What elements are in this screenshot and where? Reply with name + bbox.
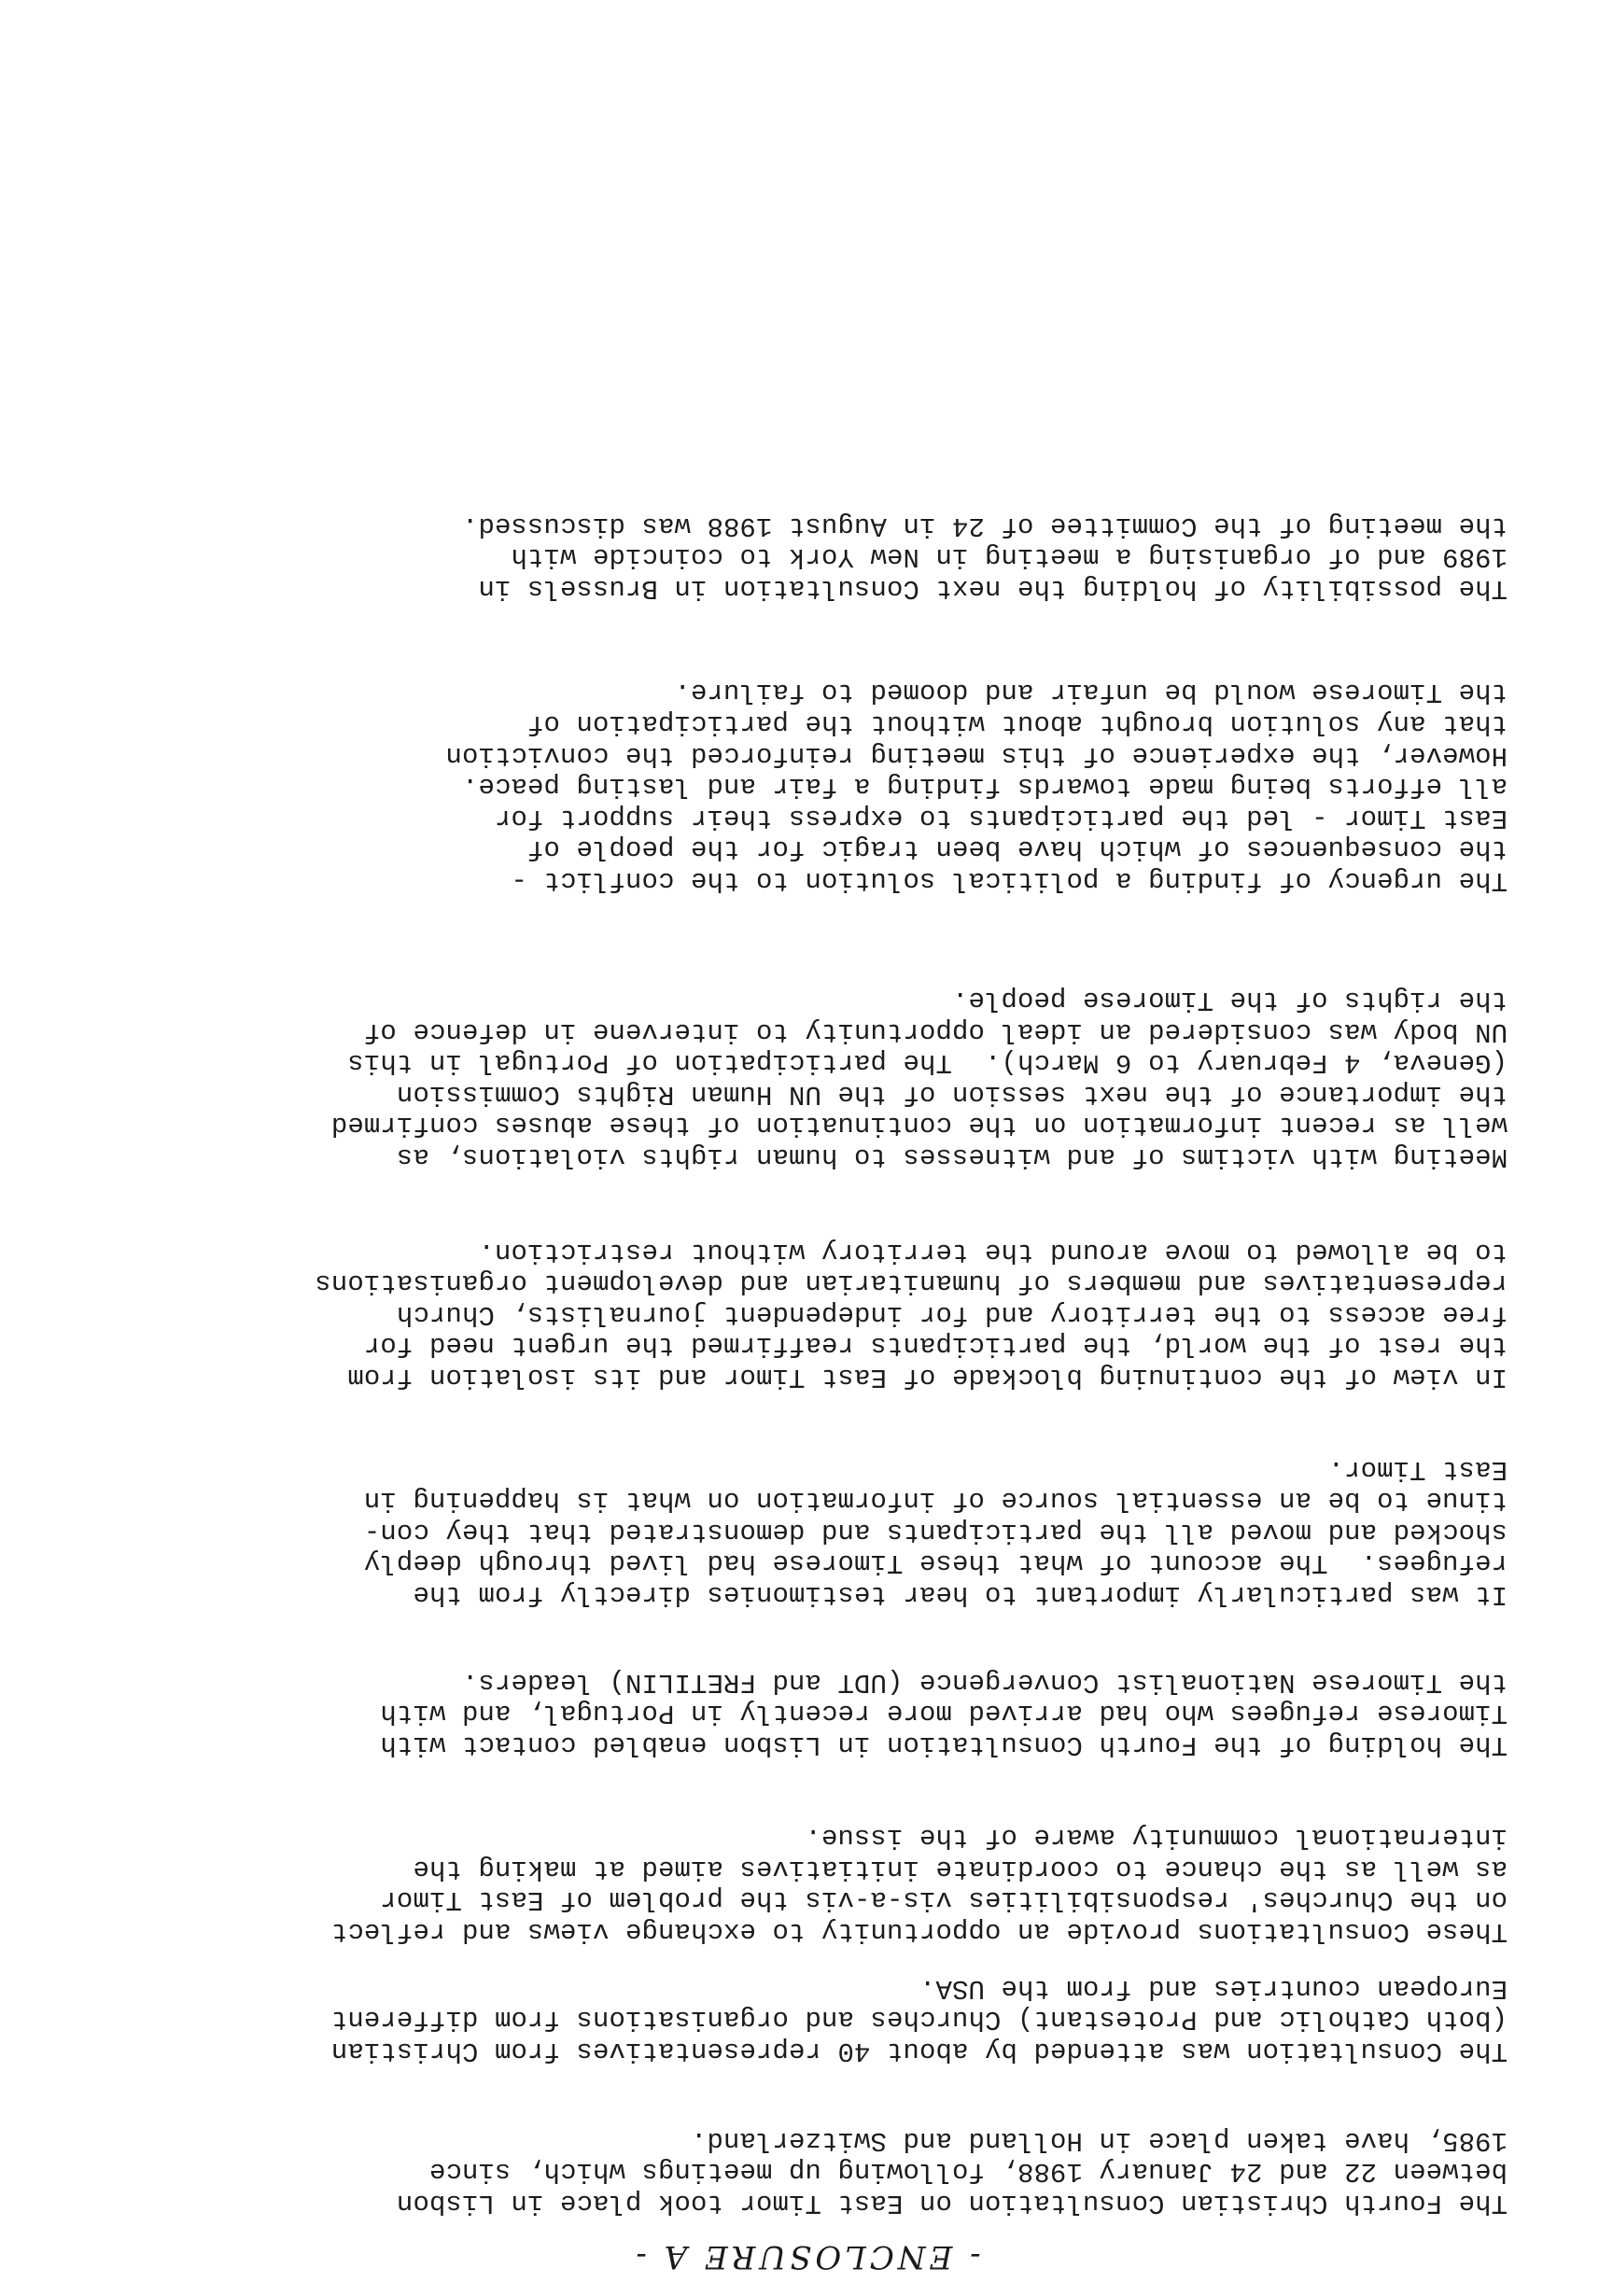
- paragraph-1-line: 1985, have taken place in Holland and Switzerland.: [690, 2124, 1508, 2156]
- paragraph-8-line: The urgency of finding a political solution to the conflict -: [511, 865, 1508, 896]
- paragraph-3-line: as well as the chance to coordinate initiatives aimed at making the: [413, 1853, 1508, 1884]
- paragraph-8-line: However, the experience of this meeting reinforced the conviction: [445, 739, 1508, 771]
- enclosure-heading: - ENCLOSURE A -: [632, 2238, 981, 2275]
- paragraph-1-line: between 22 and 24 January 1988, following up meetings which, since: [428, 2156, 1508, 2188]
- paragraph-9-line: 1989 and of organising a meeting in New York to coincide with: [511, 541, 1508, 573]
- paragraph-2-line: (both Catholic and Protestant) Churches and organisations from different: [330, 2004, 1508, 2036]
- paragraph-7-line: Meeting with victims of and witnesses to human rights violations, as: [396, 1141, 1508, 1172]
- paragraph-8-line: the consequences of which have been tragic for the people of: [526, 833, 1508, 865]
- paragraph-6-line: free access to the territory and for independent journalists, Church: [396, 1298, 1508, 1330]
- paragraph-8-line: all efforts being made towards finding a fair and lasting peace.: [461, 771, 1508, 803]
- paragraph-3-line: international community aware of the issue.: [805, 1822, 1508, 1854]
- paragraph-7-line: the importance of the next session of the UN Human Rights Commission: [396, 1078, 1508, 1110]
- paragraph-7-line: (Geneva, 4 February to 6 March). The participation of Portugal in this: [347, 1047, 1508, 1079]
- paragraph-4-line: Timorese refugees who had arrived more recently in Portugal, and with: [380, 1698, 1508, 1729]
- paragraph-8-line: that any solution brought about without the participation of: [526, 708, 1508, 739]
- paragraph-5-line: tinue to be an essential source of information on what is happening in: [363, 1485, 1508, 1517]
- paragraph-7-line: well as recent information on the continuation of these abuses confirmed: [330, 1110, 1508, 1141]
- paragraph-5-line: East Timor.: [1327, 1453, 1508, 1485]
- paragraph-9-line: The possibility of holding the next Consultation in Brussels in: [478, 573, 1508, 604]
- paragraph-3-line: These Consultations provide an opportunity to exchange views and reflect: [330, 1916, 1508, 1947]
- paragraph-2-line: European countries and from the USA.: [919, 1972, 1508, 2004]
- paragraph-4-line: the Timorese Nationalist Convergence (UDT and FRETILIN) leaders.: [461, 1666, 1508, 1698]
- paragraph-9-line: the meeting of the Committee of 24 in August 1988 was discussed.: [461, 510, 1508, 541]
- paragraph-2-line: The Consultation was attended by about 40 representatives from Christian: [330, 2036, 1508, 2066]
- paragraph-6-line: representatives and members of humanitarian and development organisations: [315, 1267, 1508, 1299]
- paragraph-4-line: The holding of the Fourth Consultation in Lisbon enabled contact with: [380, 1729, 1508, 1760]
- paragraph-1-line: The Fourth Christian Consultation on East Timor took place in Lisbon: [396, 2188, 1508, 2219]
- paragraph-3-line: on the Churches' responsibilities vis-a-vis the problem of East Timor: [380, 1884, 1508, 1916]
- paragraph-7-line: UN body was considered an ideal opportunity to intervene in defence of: [363, 1015, 1508, 1047]
- paragraph-8-line: the Timorese would be unfair and doomed to failure.: [674, 677, 1508, 708]
- paragraph-5-line: It was particularly important to hear testimonies directly from the: [413, 1579, 1508, 1610]
- paragraph-8-line: East Timor - led the participants to express their support for: [494, 802, 1508, 833]
- paragraph-7-line: the rights of the Timorese people.: [951, 985, 1508, 1015]
- paragraph-5-line: refugees. The account of what these Timorese had lived through deeply: [363, 1547, 1508, 1579]
- paragraph-6-line: to be allowed to move around the territory without restriction.: [478, 1236, 1508, 1267]
- paragraph-6-line: the rest of the world, the participants reaffirmed the urgent need for: [363, 1330, 1508, 1362]
- paragraph-5-line: shocked and moved all the participants and demonstrated that they con-: [363, 1516, 1508, 1547]
- paragraph-6-line: In view of the continuing blockade of East Timor and its isolation from: [347, 1362, 1508, 1393]
